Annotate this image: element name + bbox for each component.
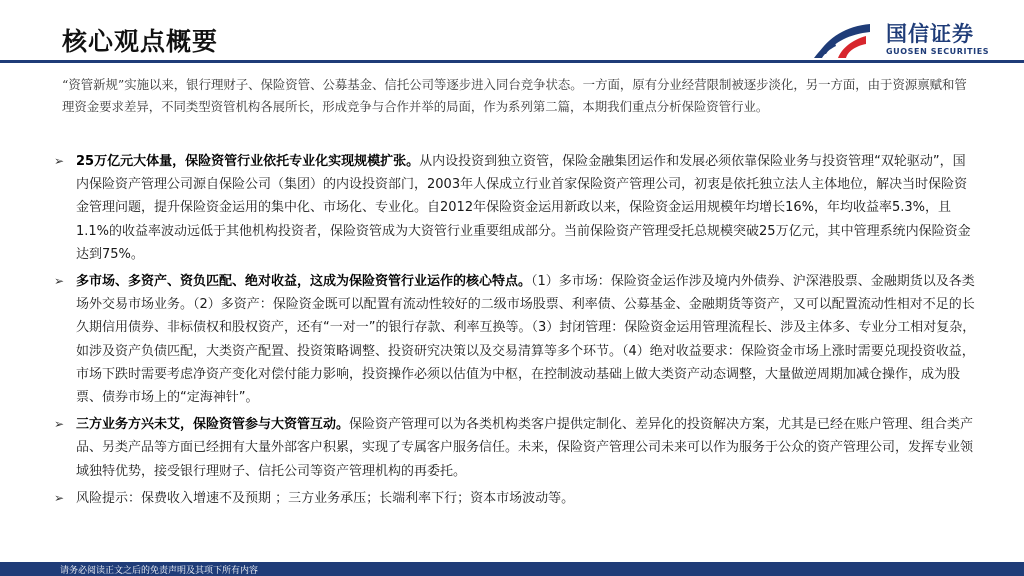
footer-bar	[0, 562, 1024, 576]
company-logo	[812, 18, 1012, 60]
key-point-3-body: 保险资产管理可以为各类机构类客户提供定制化、差异化的投资解决方案，尤其是已经在账户管理、组合类产品、另类产品等方面已经拥有大量外部客户积累，实现了专属客户服务信任。未来，保险资产管理公司未来可以作为服务于公众的资产管理公司，发挥专业领域独特优势，接受银行理财子、信托公司等资产管理机构的再委托。	[76, 417, 974, 479]
key-point-2	[52, 270, 977, 409]
key-point-1-body: 从内设投资到独立资管，保险金融集团运作和发展必须依靠保险业务与投资管理“双轮驱动”，国内保险资产管理公司源自保险公司（集团）的内设投资部门，2003年人保成立行业首家保险资产管理公司，初衷是依托独立法人主体地位，解决当时保险资金管理问题，提升保险资金运用的集中化、市场化、专业化。自2012年保险资金运用新政以来，保险资金运用规模年均增长16%，年均收益率5.3%，且1.1%的收益率波动远低于其他机构投资者，保险资管成为大资管行业重要组成部分。当前保险资产管理受托总规模突破25万亿元，其中管理系统内保险资金达到75%。	[76, 154, 971, 262]
title-divider	[0, 60, 1024, 63]
arrow-bullet-icon: ➢	[54, 417, 65, 432]
logo-name-cn: 国信证券	[886, 22, 974, 46]
arrow-bullet-icon: ➢	[54, 154, 65, 168]
key-point-2-heading: 多市场、多资产、资负匹配、绝对收益，这成为保险资管行业运作的核心特点。	[76, 274, 532, 290]
logo-name-en: GUOSEN SECURITIES	[886, 47, 990, 56]
page-title: 核心观点概要	[62, 27, 219, 56]
key-points-list	[52, 150, 977, 514]
intro-paragraph: “资管新规”实施以来，银行理财子、保险资管、公募基金、信托公司等逐步进入同台竞争状态。一方面，原有分业经营限制被逐步淡化，另一方面，由于资源禀赋和管理资金要求差异，不同类型资管机构各展所长，形成竞争与合作并举的局面，作为系列第二篇，本期我们重点分析保险资管行业。	[62, 77, 967, 114]
key-point-1	[52, 150, 977, 266]
key-point-3-heading: 三方业务方兴未艾，保险资管参与大资管互动。	[76, 417, 350, 433]
risk-warning	[52, 487, 977, 510]
logo-mark-icon	[812, 20, 878, 60]
arrow-bullet-icon: ➢	[54, 490, 65, 505]
risk-warning-body: 风险提示：保费收入增速不及预期 ；三方业务承压；长端利率下行；资本市场波动等。	[76, 490, 575, 506]
key-point-2-body: （1）多市场：保险资金运作涉及境内外债券、沪深港股票、金融期货以及各类场外交易市场业务。（2）多资产：保险资金既可以配置有流动性较好的二级市场股票、利率债、公募基金、金融期货等资产，又可以配置流动性相对不足的长久期信用债券、非标债权和股权资产，还有“一对一”的银行存款、利率互换等。（3）封闭管理：保险资金运用管理流程长、涉及主体多、专业分工相对复杂，如涉及资产负债匹配，大类资产配置、投资策略调整、投资研究决策以及交易清算等多个环节。（4）绝对收益要求：保险资金市场上涨时需要兑现投资收益，市场下跌时需要考虑净资产变化对偿付能力影响，投资操作必须以估值为中枢，在控制波动基础上做大类资产动态调整，大量做逆周期加减仓操作，成为股票、债券市场上的“定海神针”。	[76, 274, 976, 406]
key-point-1-heading: 25万亿元大体量，保险资管行业依托专业化实现规模扩张。	[76, 154, 420, 169]
footer-disclaimer: 请务必阅读正文之后的免责声明及其项下所有内容	[60, 566, 259, 576]
arrow-bullet-icon: ➢	[54, 274, 65, 289]
key-point-3	[52, 413, 977, 483]
